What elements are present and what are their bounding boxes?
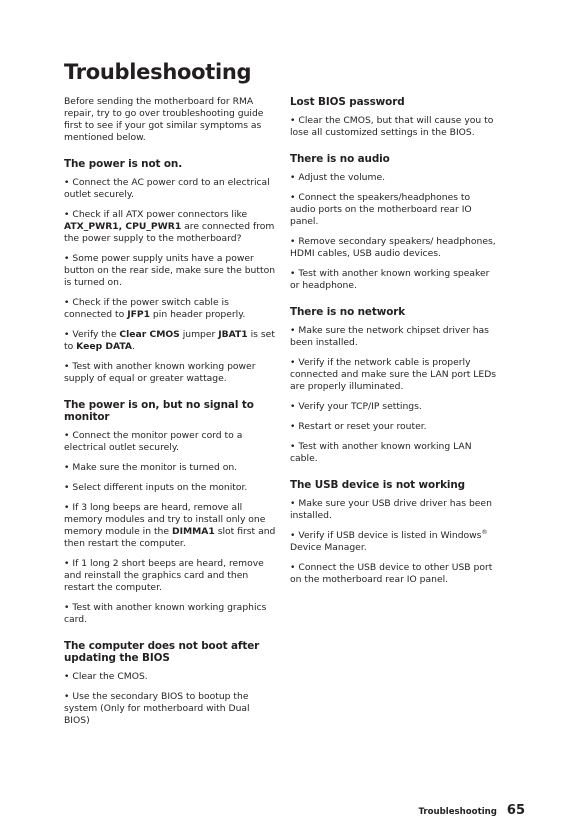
item-text: Verify the [72,329,120,340]
left-column [64,96,276,735]
bold-term: JBAT1 [218,329,248,340]
item-text: Connect the AC power cord to an electrical outlet securely. [64,177,270,200]
item-text: is set to [64,329,275,352]
item-text: Make sure the network chipset driver has been installed. [290,325,489,348]
left-sections [64,158,276,727]
list-item [290,357,498,393]
section-title: Lost BIOS password [290,96,405,108]
bullet-icon: • [64,558,70,569]
bullet-icon: • [64,177,70,188]
right-column [290,96,498,594]
item-text: Clear the CMOS. [72,671,148,682]
item-text: Make sure the monitor is turned on. [72,462,238,473]
list-item [290,401,498,413]
bold-term: Keep DATA [76,341,133,352]
bullet-icon: • [290,401,296,412]
list-item [64,361,276,385]
item-text: Remove secondary speakers/ headphones, HDMI cables, USB audio devices. [290,236,496,259]
item-text: Adjust the volume. [298,172,386,183]
bullet-icon: • [64,253,70,264]
section-title: The computer does not boot after updating the BIOS [64,640,260,664]
item-text: Select different inputs on the monitor. [72,482,248,493]
section-the-usb-device-is-not-working [290,479,498,586]
section-there-is-no-audio [290,153,498,292]
section-title: There is no network [290,306,406,318]
item-text: Clear the CMOS, but that will cause you to lose all customized settings in the BIOS. [290,115,494,138]
list-item [290,236,498,260]
list-item [290,325,498,349]
bullet-icon: • [64,602,70,613]
item-text: Test with another known working speaker or headphone. [290,268,490,291]
item-text: If 1 long 2 short beeps are heard, remove and reinstall the graphics card and then restart the computer. [64,558,264,593]
item-text: Verify your TCP/IP settings. [298,401,422,412]
item-text: Some power supply units have a power button on the rear side, make sure the button is turned on. [64,253,276,288]
section-the-computer-does-not-boot-after-updating-the-bios [64,640,276,727]
list-item [64,502,276,550]
list-item [64,602,276,626]
item-text: Verify if the network cable is properly connected and make sure the LAN port LEDs are properly illuminated. [290,357,497,392]
bullet-icon: • [64,502,70,513]
item-text: slot first and then restart the computer. [64,526,276,549]
item-text: Connect the monitor power cord to a electrical outlet securely. [64,430,243,453]
bullet-icon: • [64,482,70,493]
section-the-power-is-not-on [64,158,276,385]
page-footer [418,803,525,818]
list-item [64,297,276,321]
bullet-icon: • [64,297,70,308]
bullet-icon: • [64,671,70,682]
item-text: If 3 long beeps are heard, remove all memory modules and try to install only one memory module in the [64,502,266,537]
list-item [64,558,276,594]
page-number: 65 [506,803,525,818]
bullet-icon: • [290,441,296,452]
bullet-icon: • [64,430,70,441]
item-text: Make sure your USB drive driver has been installed. [290,498,492,521]
item-text: Test with another known working power supply of equal or greater wattage. [64,361,256,384]
item-text: Verify if USB device is listed in Windows [298,530,482,541]
list-item [290,530,498,554]
list-item [290,192,498,228]
item-text: . [132,341,135,352]
registered-mark: ® [481,528,488,536]
item-text: Restart or reset your router. [298,421,427,432]
bullet-icon: • [290,172,296,183]
bullet-icon: • [64,209,70,220]
bullet-icon: • [290,498,296,509]
bullet-icon: • [64,361,70,372]
bullet-icon: • [290,268,296,279]
item-text: Connect the USB device to other USB port on the motherboard rear IO panel. [290,562,493,585]
section-title: There is no audio [290,153,390,165]
bold-term: DIMMA1 [171,526,215,537]
list-item [290,498,498,522]
bullet-icon: • [290,421,296,432]
item-text: Test with another known working graphics card. [64,602,267,625]
bullet-icon: • [290,236,296,247]
section-the-power-is-on-but-no-signal-to-monitor [64,399,276,626]
list-item [290,562,498,586]
item-text: jumper [179,329,219,340]
list-item [64,209,276,245]
list-item [290,115,498,139]
bullet-icon: • [64,329,70,340]
right-sections [290,96,498,586]
section-title: The power is not on. [64,158,183,170]
bullet-icon: • [290,325,296,336]
bold-term: ATX_PWR1, CPU_PWR1 [64,221,182,232]
page-title: Troubleshooting [64,60,252,84]
list-item [64,462,276,474]
intro-text: Before sending the motherboard for RMA repair, try to go over troubleshooting guide first to see if your got similar symptoms as mentioned below. [64,96,264,143]
bullet-icon: • [290,192,296,203]
item-text: are connected from the power supply to the motherboard? [64,221,275,244]
bullet-icon: • [290,530,296,541]
bullet-icon: • [290,357,296,368]
item-text: Check if all ATX power connectors like [72,209,248,220]
list-item [64,671,276,683]
item-text: Device Manager. [290,542,367,553]
list-item [64,430,276,454]
list-item [290,268,498,292]
item-text: Test with another known working LAN cable. [290,441,472,464]
bullet-icon: • [290,115,296,126]
bold-term: JFP1 [127,309,151,320]
list-item [290,172,498,184]
list-item [64,691,276,727]
item-text: Connect the speakers/headphones to audio ports on the motherboard rear IO panel. [290,192,472,227]
section-there-is-no-network [290,306,498,465]
list-item [64,253,276,289]
section-title: The USB device is not working [290,479,466,491]
list-item [64,482,276,494]
list-item [64,177,276,201]
bullet-icon: • [64,691,70,702]
bullet-icon: • [64,462,70,473]
item-text: Check if the power switch cable is connected to [64,297,229,320]
item-text: Use the secondary BIOS to bootup the system (Only for motherboard with Dual BIOS) [64,691,250,726]
list-item [290,441,498,465]
list-item [290,421,498,433]
list-item [64,329,276,353]
item-text: pin header properly. [150,309,246,320]
bold-term: Clear CMOS [119,329,180,340]
section-lost-bios-password [290,96,498,139]
bullet-icon: • [290,562,296,573]
footer-section-label: Troubleshooting [418,807,497,817]
section-title: The power is on, but no signal to monitor [64,399,254,423]
